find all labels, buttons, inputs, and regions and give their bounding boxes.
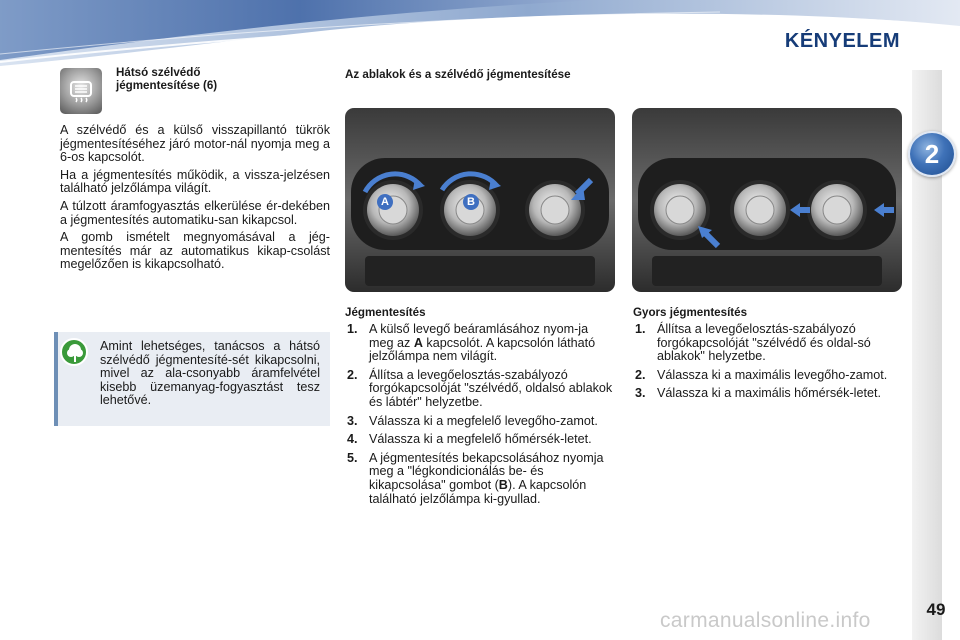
section-heading: Az ablakok és a szélvédő jégmentesítése [345, 68, 571, 81]
page-number: 49 [926, 600, 946, 619]
defrost-steps [345, 323, 615, 511]
step-text-part: ). A kapcsolón található jelzőlámpa ki-gyullad. [369, 477, 587, 506]
rear-defrost-paragraph: A gomb ismételt megnyomásával a jég-mentesítés már az automatikus kikap-csolást megelőzően is kikapcsolható. [60, 230, 330, 272]
list-item [345, 433, 615, 447]
step-number: 4. [347, 432, 358, 447]
climate-control-photo-quick [632, 108, 902, 292]
step-number: 3. [635, 386, 646, 401]
photo-label-a: A [377, 194, 393, 210]
climate-control-photo-defrost [345, 108, 615, 292]
step-text: Válassza ki a maximális levegőho-zamot. [657, 367, 888, 382]
step-key-label: B [498, 477, 508, 492]
rear-defrost-body [60, 124, 330, 276]
photo-label-b: B [463, 194, 479, 210]
list-item [633, 387, 903, 401]
eco-tip-text: Amint lehetséges, tanácsos a hátsó szélvédő jégmentesíté-sét kikapcsolni, mivel az ala-csonyabb áramfelvétel kisebb üzemanyag-fogyasztást tesz lehetővé. [100, 339, 320, 408]
step-number: 2. [635, 367, 646, 382]
watermark: carmanualsonline.info [660, 609, 871, 632]
quick-defrost-title: Gyors jégmentesítés [633, 306, 748, 319]
list-item [345, 369, 615, 410]
step-number: 3. [347, 413, 358, 428]
tree-icon [60, 338, 88, 366]
step-number: 1. [635, 322, 646, 336]
defrost-title: Jégmentesítés [345, 306, 426, 319]
step-text: Állítsa a levegőelosztás-szabályozó forgókapcsolóját "szélvédő, oldalsó ablakok és lábtér" helyzetbe. [369, 367, 613, 409]
step-text: Válassza ki a megfelelő levegőho-zamot. [369, 413, 598, 428]
step-text: Válassza ki a megfelelő hőmérsék-letet. [369, 432, 592, 447]
quick-defrost-steps [633, 323, 903, 406]
step-number: 1. [347, 322, 358, 336]
list-item [345, 452, 615, 506]
page-title: KÉNYELEM [784, 30, 900, 52]
rear-defrost-heading-line1: Hátsó szélvédő [116, 66, 201, 79]
step-number: 2. [347, 367, 358, 382]
rear-defrost-paragraph: A túlzott áramfogyasztás elkerülése ér-dekében a jégmentesítés automatiku-san kikapcsol. [60, 198, 330, 227]
chapter-tab[interactable]: 2 [908, 131, 956, 177]
rear-defrost-heading-line2: jégmentesítése (6) [116, 79, 218, 92]
step-number: 5. [347, 450, 358, 465]
list-item [633, 369, 903, 383]
rear-defrost-button-icon [60, 68, 102, 114]
rear-defrost-paragraph: A szélvédő és a külső visszapillantó tükrök jégmentesítéséhez járó motor-nál nyomja meg a 6-os kapcsolót. [60, 123, 330, 165]
step-text-part: A jégmentesítés bekapcsolásához nyomja meg a "légkondicionálás be- és kikapcsolása" gombot ( [369, 450, 604, 492]
page-header [0, 0, 960, 70]
list-item [345, 323, 615, 364]
step-text [369, 452, 615, 506]
step-text-part: A külső levegő beáramlásához nyom-ja meg az [369, 322, 589, 350]
rear-defrost-paragraph: Ha a jégmentesítés működik, a vissza-jelzésen található jelzőlámpa világít. [60, 167, 330, 196]
step-text [369, 323, 615, 364]
step-text: Állítsa a levegőelosztás-szabályozó forgókapcsolóját "szélvédő és oldal-só ablakok" helyzetbe. [657, 322, 871, 364]
rear-defrost-heading [116, 66, 217, 92]
step-key-label: A [413, 335, 423, 350]
step-text-part: kapcsolót. A kapcsolón látható jelzőlámpa nem világít. [369, 335, 596, 364]
step-text: Válassza ki a maximális hőmérsék-letet. [657, 386, 881, 401]
list-item [633, 323, 903, 364]
list-item [345, 415, 615, 429]
